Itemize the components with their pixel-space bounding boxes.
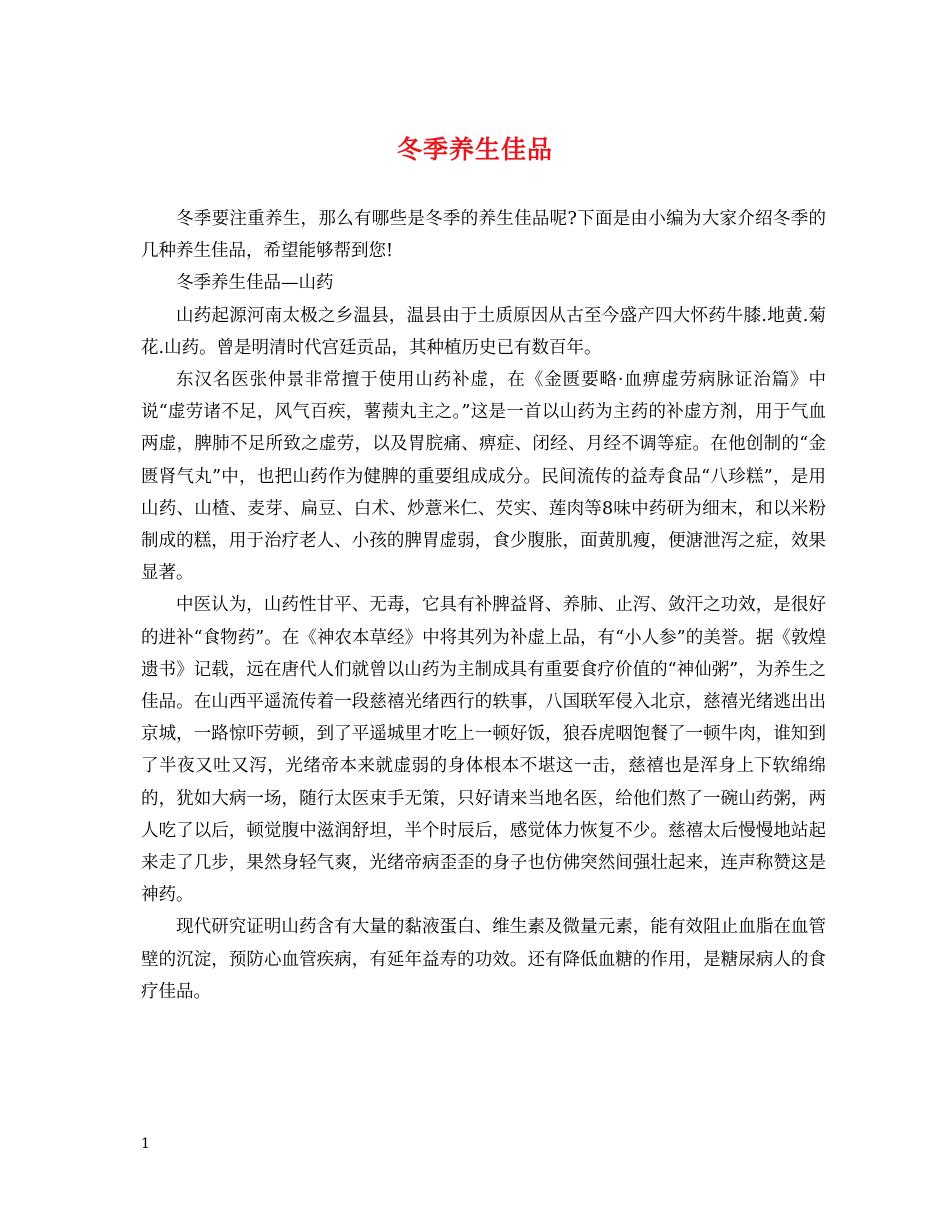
section-heading: 冬季养生佳品—山药 bbox=[176, 273, 334, 294]
paragraph-tcm-view: 中医认为，山药性甘平、无毒，它具有补脾益肾、养肺、止泻、敛汗之功效，是很好的进补“食物药”。在《神农本草经》中将其列为补虚上品，有“小人参”的美誉。据《敦煌遗书》记载，远在唐代人们就曾以山药为主制成具有重要食疗价值的“神仙粥”，为养生之佳品。在山西平遥流传着一段慈禧光绪西行的轶事，八国联军侵入北京，慈禧光绪逃出出京城，一路惊吓劳顿，到了平遥城里才吃上一顿好饭，狼吞虎咽饱餐了一顿牛肉，谁知到了半夜又吐又泻，光绪帝本来就虚弱的身体根本不堪这一击，慈禧也是浑身上下软绵绵的，犹如大病一场，随行太医束手无策，只好请来当地名医，给他们熬了一碗山药粥，两人吃了以后，顿觉腹中滋润舒坦，半个时辰后，感觉体力恢复不少。慈禧太后慢慢地站起来走了几步，果然身轻气爽，光绪帝病歪歪的身子也仿佛突然间强壮起来，连声称赞这是神药。 bbox=[141, 595, 826, 906]
paragraph-modern-research: 现代研究证明山药含有大量的黏液蛋白、维生素及微量元素，能有效阻止血脂在血管壁的沉淀，预防心血管疾病，有延年益寿的功效。还有降低血糖的作用，是糖尿病人的食疗佳品。 bbox=[141, 917, 826, 1002]
intro-paragraph: 冬季要注重养生，那么有哪些是冬季的养生佳品呢?下面是由小编为大家介绍冬季的几种养生佳品，希望能够帮到您! bbox=[141, 209, 826, 262]
page-number: 1 bbox=[141, 1136, 150, 1152]
paragraph-history: 东汉名医张仲景非常擅于使用山药补虚，在《金匮要略·血痹虚劳病脉证治篇》中说“虚劳诸不足，风气百疾，薯蓣丸主之。”这是一首以山药为主药的补虚方剂，用于气血两虚，脾肺不足所致之虚劳，以及胃脘痛、痹症、闭经、月经不调等症。在他创制的“金匮肾气丸”中，也把山药作为健脾的重要组成成分。民间流传的益寿食品“八珍糕”，是用山药、山楂、麦芽、扁豆、白术、炒薏米仁、芡实、莲肉等8味中药研为细末，和以米粉制成的糕，用于治疗老人、小孩的脾胃虚弱，食少腹胀，面黄肌瘦，便溏泄泻之症，效果显著。 bbox=[141, 370, 826, 584]
article-body bbox=[141, 203, 826, 1008]
page-title: 冬季养生佳品 bbox=[396, 135, 553, 164]
paragraph-origin: 山药起源河南太极之乡温县，温县由于土质原因从古至今盛产四大怀药牛膝.地黄.菊花.山药。曾是明清时代宫廷贡品，其种植历史已有数百年。 bbox=[141, 305, 826, 358]
